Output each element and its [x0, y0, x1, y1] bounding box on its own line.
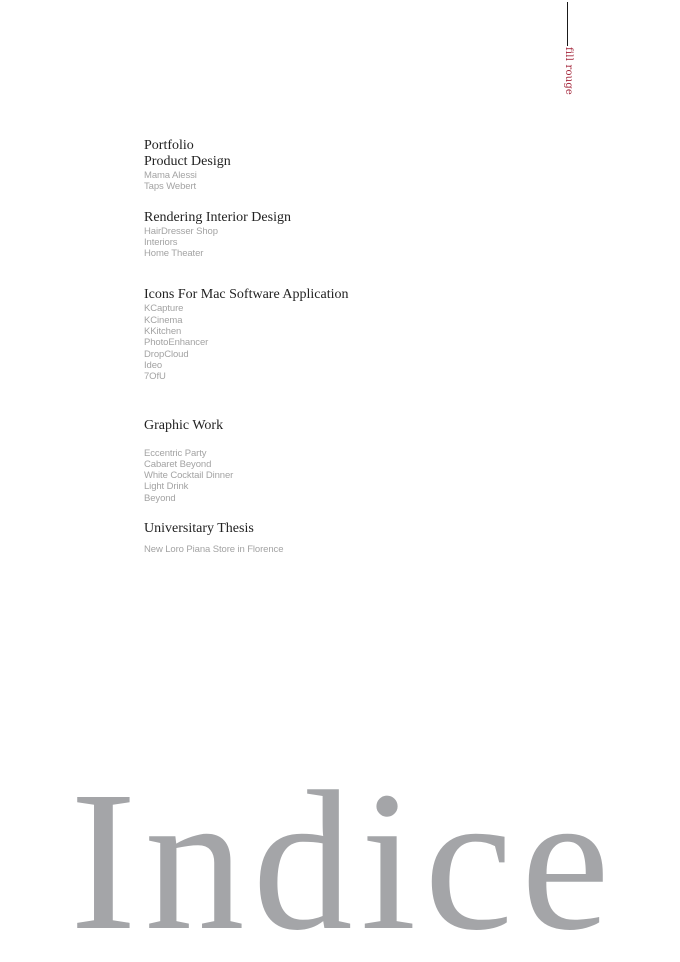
section-item-list — [144, 303, 564, 382]
toc-section-icons-mac — [144, 287, 564, 382]
table-of-contents — [144, 138, 564, 555]
list-item[interactable]: KCapture — [144, 303, 184, 315]
list-item[interactable]: KCinema — [144, 314, 183, 326]
list-item[interactable]: Mama Alessi — [144, 170, 197, 181]
list-item[interactable]: Cabaret Beyond — [144, 458, 212, 470]
list-item[interactable]: Light Drink — [144, 481, 189, 493]
list-item[interactable]: New Loro Piana Store in Florence — [144, 544, 284, 556]
brand-divider-line — [567, 2, 568, 46]
list-item[interactable]: Home Theater — [144, 248, 204, 260]
toc-section-graphic-work — [144, 418, 564, 504]
section-title-graphic-work: Graphic Work — [144, 417, 224, 433]
list-item[interactable]: HairDresser Shop — [144, 225, 218, 237]
toc-section-product-design — [144, 138, 564, 193]
list-item[interactable]: Ideo — [144, 359, 163, 371]
page-title: Indice — [70, 762, 618, 962]
section-title-rendering-interior-design: Rendering Interior Design — [144, 209, 291, 225]
list-item[interactable]: PhotoEnhancer — [144, 337, 209, 349]
list-item[interactable]: White Cocktail Dinner — [144, 470, 234, 482]
section-title-icons-mac: Icons For Mac Software Application — [144, 287, 349, 303]
section-title-portfolio: Portfolio — [144, 138, 194, 153]
list-item[interactable]: DropCloud — [144, 348, 189, 360]
section-item-list — [144, 226, 564, 260]
list-item[interactable]: Interiors — [144, 236, 178, 248]
section-item-list — [144, 448, 564, 504]
section-title-universitary-thesis: Universitary Thesis — [144, 521, 254, 537]
toc-section-rendering-interior-design — [144, 210, 564, 260]
toc-section-universitary-thesis — [144, 521, 564, 555]
section-title-product-design: Product Design — [144, 154, 231, 169]
list-item[interactable]: Beyond — [144, 492, 176, 504]
list-item[interactable]: 7OfU — [144, 371, 166, 383]
list-item[interactable]: KKitchen — [144, 326, 182, 338]
list-item[interactable]: Taps Webert — [144, 181, 197, 193]
section-item-list — [144, 170, 564, 193]
brand-label: fill rouge — [563, 47, 574, 96]
list-item[interactable]: Eccentric Party — [144, 447, 207, 459]
section-item-list — [144, 544, 564, 555]
